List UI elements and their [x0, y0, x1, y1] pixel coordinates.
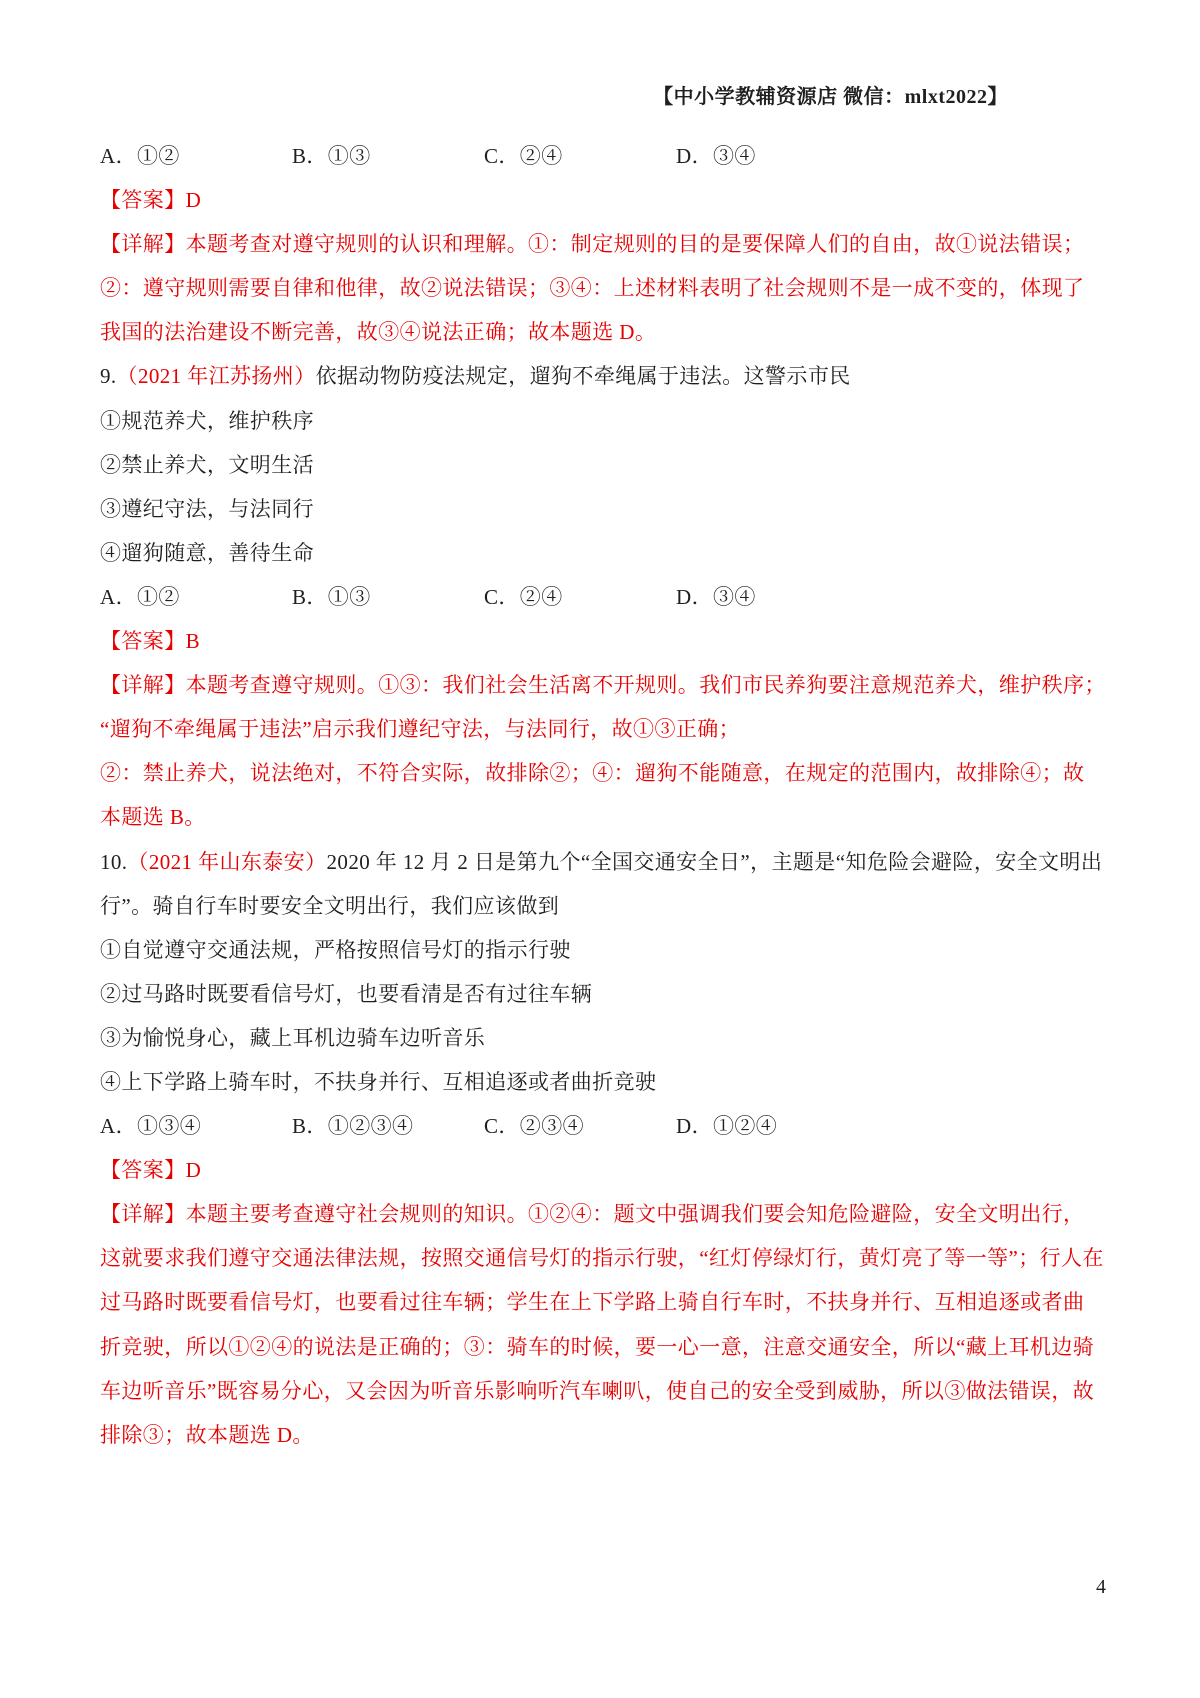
text-segment: ②：遵守规则需要自律和他律，故②说法错误；③④：上述材料表明了社会规则不是一成不变的，体现了: [100, 276, 1085, 301]
option-item: A．①②: [100, 584, 180, 609]
text-segment: 过马路时既要看信号灯，也要看过往车辆；学生在上下学路上骑自行车时，不扶身并行、互相追逐或者曲: [100, 1290, 1085, 1315]
text-segment: “遛狗不牵绳属于违法”启示我们遵纪守法，与法同行，故①③正确；: [100, 717, 741, 742]
option-item: B．①③: [292, 584, 371, 609]
option-item: D．③④: [676, 144, 756, 168]
question10-option-row: [100, 1104, 1108, 1148]
option-item: C．②③④: [484, 1114, 585, 1139]
question10-item-2: [100, 972, 1108, 1016]
text-segment: ④遛狗随意，善待生命: [100, 540, 314, 565]
text-segment: 车边听音乐”既容易分心，又会因为听音乐影响听汽车喇叭，使自己的安全受到威胁，所以③做法错误，故: [100, 1378, 1095, 1403]
text-segment: 【详解】本题考查遵守规则。①③：我们社会生活离不开规则。我们市民养狗要注意规范养犬，维护秩序；: [100, 673, 1106, 698]
question10-analysis-line-3: [100, 1280, 1108, 1324]
text-segment: 行”。骑自行车时要安全文明出行，我们应该做到: [100, 893, 560, 918]
option-item: D．①②④: [676, 1114, 778, 1139]
option-item: D．③④: [676, 584, 756, 609]
text-segment: 【答案】B: [100, 629, 201, 654]
text-segment: 依据动物防疫法规定，遛狗不牵绳属于违法。这警示市民: [315, 364, 851, 389]
question10-analysis-line-1: [100, 1192, 1108, 1236]
text-segment: 【详解】本题主要考查遵守社会规则的知识。①②④：题文中强调我们要会知危险避险，安全文明出行，: [100, 1202, 1085, 1227]
question10-item-3: [100, 1016, 1108, 1060]
question9-analysis-line-2: [100, 707, 1108, 751]
question9-title-line: [100, 354, 1108, 398]
text-segment: ③遵纪守法，与法同行: [100, 496, 314, 521]
question9-analysis-line-1: [100, 663, 1108, 707]
question10-analysis-line-6: [100, 1413, 1108, 1457]
text-segment: 排除③；故本题选 D。: [100, 1422, 314, 1447]
text-segment: ②：禁止养犬，说法绝对，不符合实际，故排除②；④：遛狗不能随意，在规定的范围内，故排除④；故: [100, 761, 1085, 786]
text-segment: ④上下学路上骑车时，不扶身并行、互相追逐或者曲折竞驶: [100, 1069, 657, 1094]
option-item: A．①②: [100, 144, 180, 168]
text-segment: 折竞驶，所以①②④的说法是正确的；③：骑车的时候，要一心一意，注意交通安全，所以“藏上耳机边骑: [100, 1334, 1095, 1359]
question10-answer-line: [100, 1148, 1108, 1192]
question9-item-2: [100, 443, 1108, 487]
text-segment: ①规范养犬，维护秩序: [100, 408, 314, 433]
option-item: B．①②③④: [292, 1114, 414, 1139]
text-segment: 9.: [100, 364, 117, 389]
question9-option-row: [100, 575, 1108, 619]
text-segment: 【答案】D: [100, 1158, 202, 1183]
text-segment: 【详解】本题考查对遵守规则的认识和理解。①：制定规则的目的是要保障人们的自由，故①说法错误；: [100, 232, 1085, 257]
question10-analysis-line-5: [100, 1369, 1108, 1413]
text-segment: ②过马路时既要看信号灯，也要看清是否有过往车辆: [100, 981, 593, 1006]
question10-title-line-1: [100, 840, 1108, 884]
question9-analysis-line-3: [100, 751, 1108, 795]
text-segment: 10.: [100, 849, 128, 874]
text-segment: 这就要求我们遵守交通法律法规，按照交通信号灯的指示行驶，“红灯停绿灯行，黄灯亮了等一等”；行人在: [100, 1246, 1104, 1271]
question10-analysis-line-4: [100, 1325, 1108, 1369]
question10-title-line-2: [100, 884, 1108, 928]
question10-item-1: [100, 928, 1108, 972]
text-segment: ①自觉遵守交通法规，严格按照信号灯的指示行驶: [100, 937, 571, 962]
text-segment: ③为愉悦身心，藏上耳机边骑车边听音乐: [100, 1025, 486, 1050]
question8-answer-line: [100, 178, 1108, 222]
text-segment: 本题选 B。: [100, 805, 206, 830]
text-segment: 我国的法治建设不断完善，故③④说法正确；故本题选 D。: [100, 320, 657, 345]
question9-item-3: [100, 487, 1108, 531]
text-segment: （2021 年山东泰安）: [127, 849, 327, 874]
option-item: A．①③④: [100, 1114, 202, 1139]
question9-answer-line: [100, 619, 1108, 663]
text-segment: 2020 年 12 月 2 日是第九个“全国交通安全日”，主题是“知危险会避险，安全文明出: [326, 849, 1103, 874]
question9-item-1: [100, 399, 1108, 443]
option-item: C．②④: [484, 144, 563, 168]
question9-item-4: [100, 531, 1108, 575]
text-segment: （2021 年江苏扬州）: [116, 364, 316, 389]
option-item: C．②④: [484, 584, 563, 609]
question10-item-4: [100, 1060, 1108, 1104]
text-segment: ②禁止养犬，文明生活: [100, 452, 314, 477]
page-number: 4: [1096, 1576, 1106, 1598]
text-segment: 【答案】D: [100, 188, 202, 213]
question9-analysis-line-4: [100, 795, 1108, 839]
question10-analysis-line-2: [100, 1236, 1108, 1280]
question8-analysis-line-1: [100, 222, 1108, 266]
question8-analysis-line-3: [100, 310, 1108, 354]
option-item: B．①③: [292, 144, 371, 168]
page-header-watermark: 【中小学教辅资源店 微信：mlxt2022】: [653, 86, 1008, 108]
document-body: [100, 134, 1108, 1457]
question8-analysis-line-2: [100, 266, 1108, 310]
question8-option-row: [100, 134, 1108, 178]
